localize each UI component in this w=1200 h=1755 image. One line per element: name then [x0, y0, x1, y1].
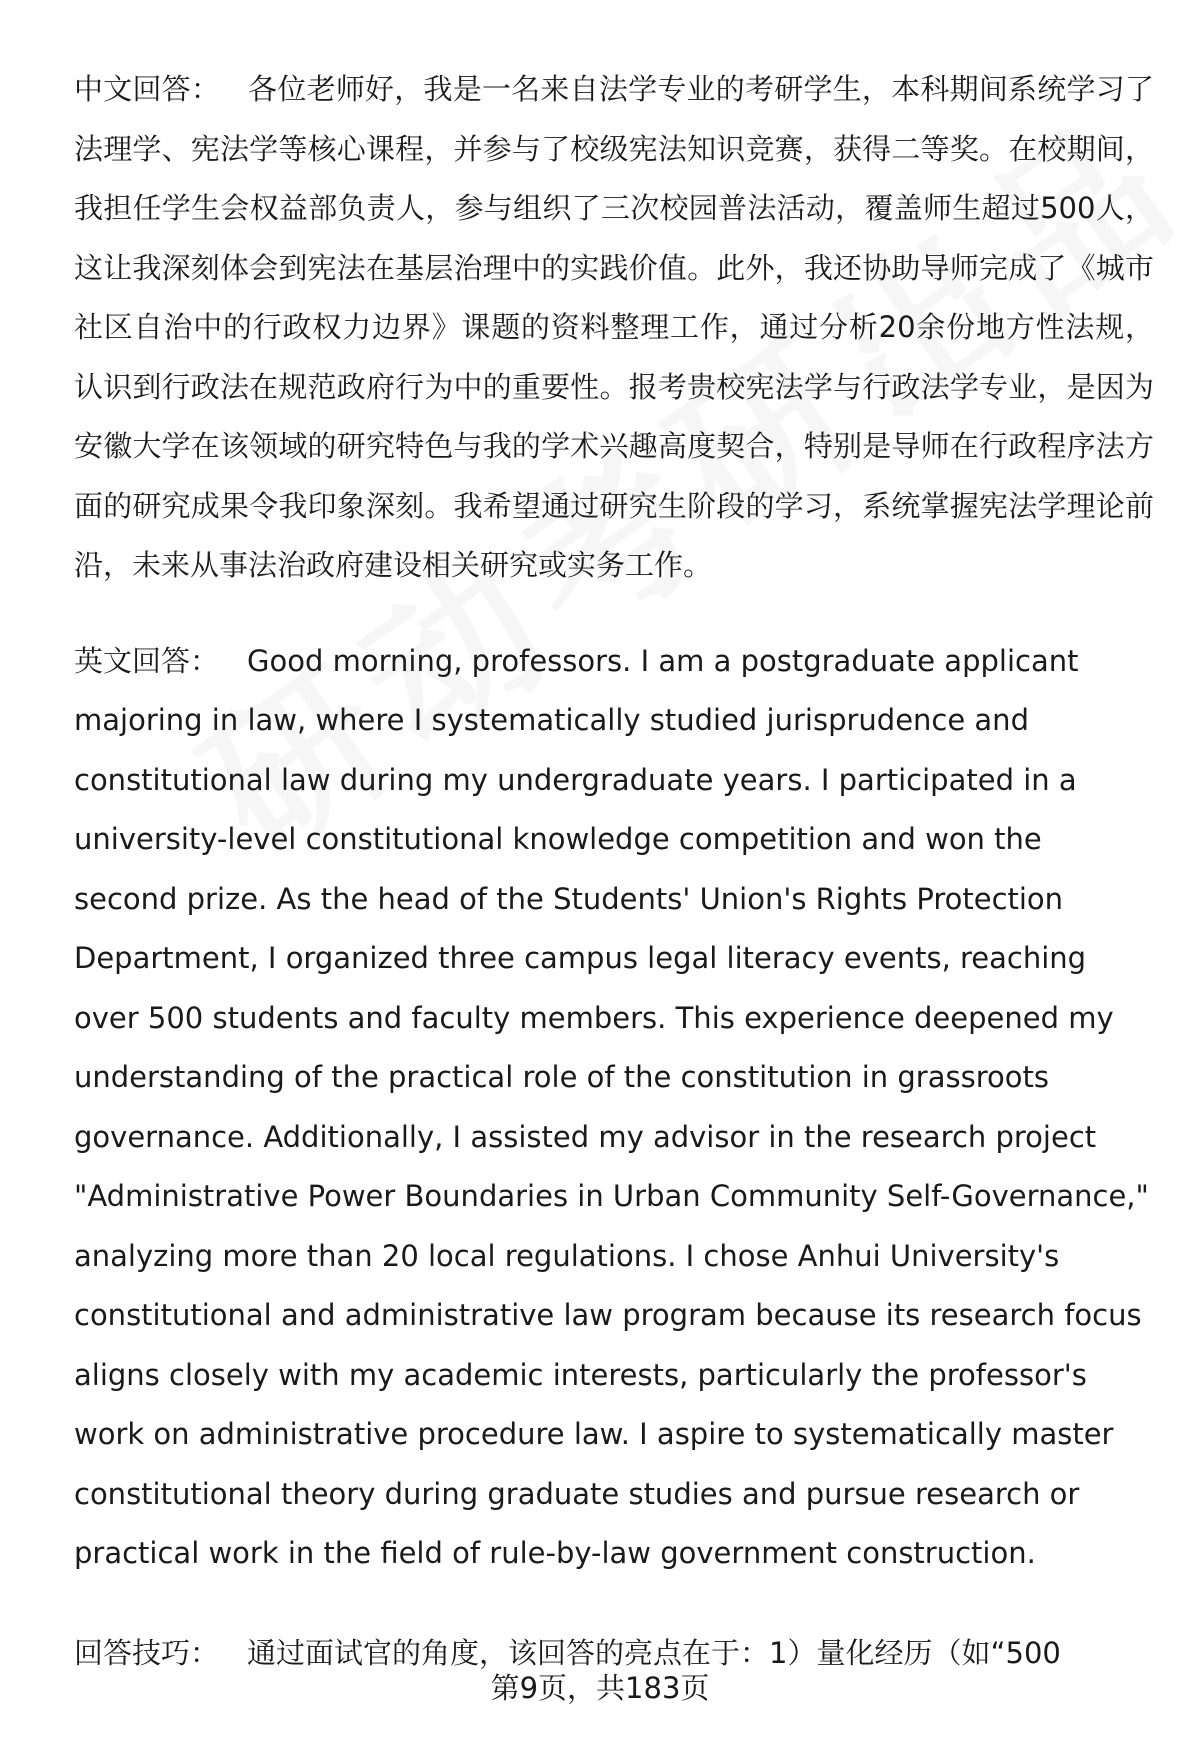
document-body [74, 60, 1154, 1683]
answer-tips-label: 回答技巧： [74, 1635, 220, 1670]
english-answer-label: 英文回答： [74, 643, 220, 678]
answer-tips-text: 通过面试官的角度，该回答的亮点在于：1）量化经历（如“500 [247, 1635, 1061, 1670]
chinese-answer [74, 60, 1154, 596]
english-answer [74, 632, 1154, 1584]
english-answer-text: Good morning, professors. I am a postgraduate applicant majoring in law, where I systematically studied jurisprudence and constitutional law during my undergraduate years. I participated in a university-level constitutional knowledge competition and won the second prize. As the head of the Students' Union's Rights Protection Department, I organized three campus legal literacy events, reaching over 500 students and faculty members. This experience deepened my understanding of the practical role of the constitution in grassroots governance. Additionally, I assisted my advisor in the research project "Administrative Power Boundaries in Urban Community Self-Governance," analyzing more than 20 local regulations. I chose Anhui University's constitutional and administrative law program because its research focus aligns closely with my academic interests, particularly the professor's work on administrative procedure law. I aspire to systematically master constitutional theory during graduate studies and pursue research or practical work in the field of rule-by-law government construction. [74, 643, 1149, 1570]
chinese-answer-label: 中文回答： [74, 72, 221, 106]
chinese-answer-text: 各位老师好，我是一名来自法学专业的考研学生，本科期间系统学习了法理学、宪法学等核心课程，并参与了校级宪法知识竞赛，获得二等奖。在校期间，我担任学生会权益部负责人，参与组织了三次校园普法活动，覆盖师生超过500人，这让我深刻体会到宪法在基层治理中的实践价值。此外，我还协助导师完成了《城市社区自治中的行政权力边界》课题的资料整理工作，通过分析20余份地方性法规，认识到行政法在规范政府行为中的重要性。报考贵校宪法学与行政法学专业，是因为安徽大学在该领域的研究特色与我的学术兴趣高度契合，特别是导师在行政程序法方面的研究成果令我印象深刻。我希望通过研究生阶段的学习，系统掌握宪法学理论前沿，未来从事法治政府建设相关研究或实务工作。 [74, 72, 1154, 582]
page-indicator: 第9页，共183页 [490, 1671, 710, 1705]
